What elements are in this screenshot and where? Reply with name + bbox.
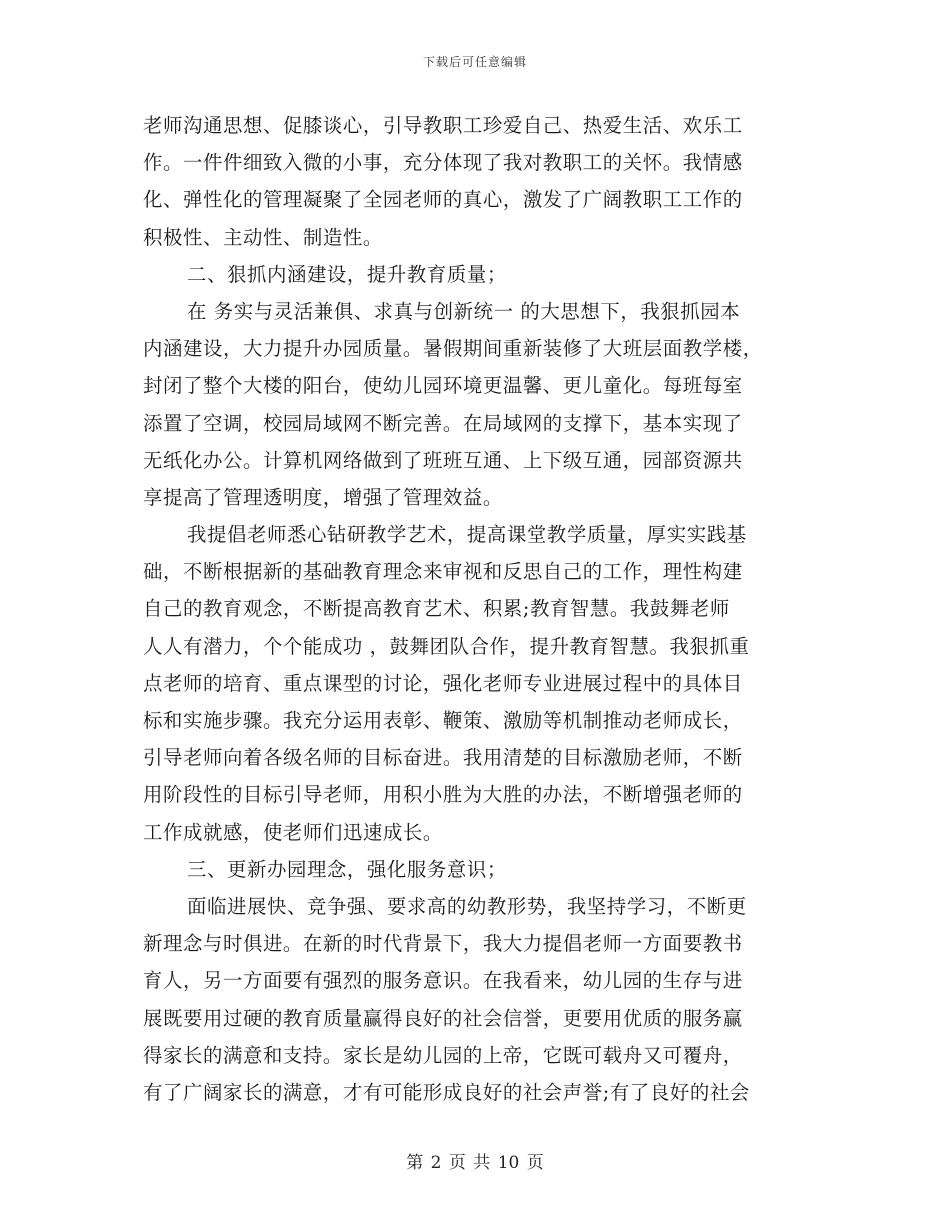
- body-line: 积极性、主动性、制造性。: [143, 225, 383, 249]
- body-line: 新理念与时俱进。在新的时代背景下，我大力提倡老师一方面要教书: [143, 932, 743, 956]
- body-line: 化、弹性化的管理凝聚了全园老师的真心，激发了广阔教职工工作的: [143, 188, 743, 212]
- page-header: 下载后可任意编辑: [422, 55, 527, 69]
- body-line: 引导老师向着各级名师的目标奋进。我用清楚的目标激励老师，不断: [143, 746, 743, 770]
- body-line: 工作成就感，使老师们迅速成长。: [143, 820, 443, 844]
- body-line: 在 务实与灵活兼俱、求真与创新统一 的大思想下，我狠抓园本: [187, 299, 741, 323]
- body-line: 添置了空调，校园局域网不断完善。在局域网的支撑下，基本实现了: [143, 411, 743, 435]
- document-body: [143, 107, 813, 1111]
- body-line: 人人有潜力，个个能成功 ，鼓舞团队合作，提升教育智慧。我狠抓重: [143, 634, 750, 658]
- body-line: 自己的教育观念，不断提高教育艺术、积累;教育智慧。我鼓舞老师: [143, 597, 730, 621]
- body-line: 有了广阔家长的满意，才有可能形成良好的社会声誉;有了良好的社会: [143, 1080, 750, 1104]
- body-line: 展既要用过硬的教育质量赢得良好的社会信誉，更要用优质的服务赢: [143, 1006, 743, 1030]
- body-line: 我提倡老师悉心钻研教学艺术，提高课堂教学质量，厚实实践基: [187, 523, 747, 547]
- body-line: 内涵建设，大力提升办园质量。暑假期间重新装修了大班层面教学楼，: [143, 337, 763, 361]
- body-line: 面临进展快、竞争强、要求高的幼教形势，我坚持学习，不断更: [187, 894, 747, 918]
- body-line: 封闭了整个大楼的阳台，使幼儿园环境更温馨、更儿童化。每班每室: [143, 374, 743, 398]
- section-heading: 三、更新办园理念，强化服务意识；: [187, 857, 507, 881]
- body-line: 无纸化办公。计算机网络做到了班班互通、上下级互通，园部资源共: [143, 448, 743, 472]
- page-number-footer: 第 2 页 共 10 页: [406, 1153, 544, 1173]
- body-line: 点老师的培育、重点课型的讨论，强化老师专业进展过程中的具体目: [143, 671, 743, 695]
- body-line: 育人，另一方面要有强烈的服务意识。在我看来，幼儿园的生存与进: [143, 969, 743, 993]
- body-line: 础，不断根据新的基础教育理念来审视和反思自己的工作，理性构建: [143, 560, 743, 584]
- body-line: 用阶段性的目标引导老师，用积小胜为大胜的办法，不断增强老师的: [143, 783, 743, 807]
- section-heading: 二、狠抓内涵建设，提升教育质量；: [187, 262, 507, 286]
- body-line: 标和实施步骤。我充分运用表彰、鞭策、激励等机制推动老师成长，: [143, 709, 743, 732]
- body-line: 作。一件件细致入微的小事，充分体现了我对教职工的关怀。我情感: [143, 151, 743, 175]
- body-line: 得家长的满意和支持。家长是幼儿园的上帝，它既可载舟又可覆舟，: [143, 1043, 743, 1067]
- body-line: 老师沟通思想、促膝谈心，引导教职工珍爱自己、热爱生活、欢乐工: [143, 114, 743, 137]
- body-line: 享提高了管理透明度，增强了管理效益。: [143, 485, 503, 509]
